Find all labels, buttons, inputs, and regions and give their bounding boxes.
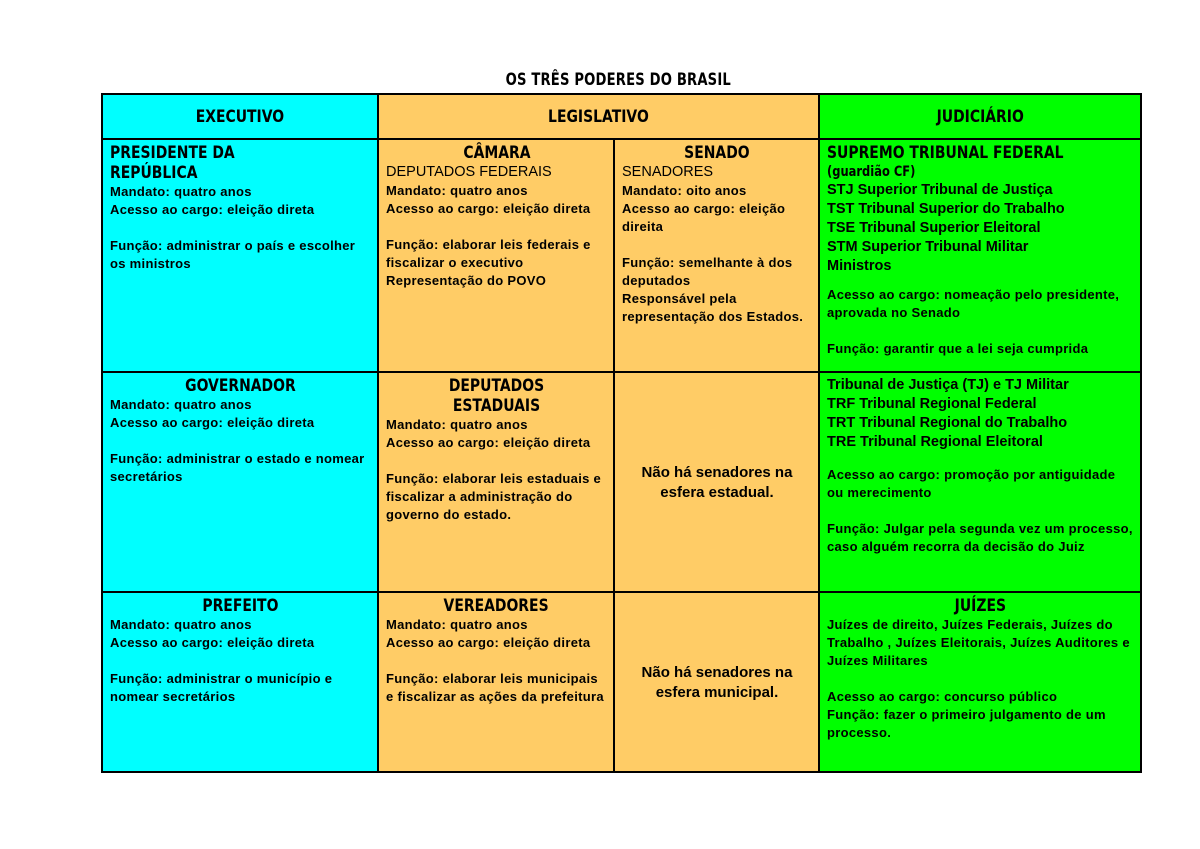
senado-mandato: Mandato: oito anos (622, 183, 747, 198)
deputados-estaduais-funcao: Função: elaborar leis estaduais e fiscalizar a administração do governo do estado. (386, 471, 602, 522)
tribunal-item: Tribunal de Justiça (TJ) e TJ Militar (827, 377, 1069, 393)
tribunal-item: TRF Tribunal Regional Federal (827, 396, 1037, 412)
camara-title: CÂMARA (462, 143, 531, 163)
header-executivo-label: EXECUTIVO (195, 106, 285, 127)
prefeito-funcao: Função: administrar o município e nomear secretários (110, 671, 333, 704)
powers-table (101, 93, 1142, 773)
camara-acesso: Acesso ao cargo: eleição direta (386, 201, 591, 216)
governador-funcao: Função: administrar o estado e nomear secretários (110, 451, 365, 484)
senado-subtitle: SENADORES (622, 164, 714, 180)
estadual-row (102, 372, 1141, 592)
vereadores-funcao: Função: elaborar leis municipais e fiscalizar as ações da prefeitura (386, 671, 604, 704)
vereadores-mandato: Mandato: quatro anos (386, 617, 528, 632)
prefeito-title: PREFEITO (202, 596, 279, 616)
deputados-estaduais-acesso: Acesso ao cargo: eleição direta (386, 435, 591, 450)
governador-mandato: Mandato: quatro anos (110, 397, 252, 412)
stf-guardiao: (guardião CF) (827, 164, 916, 180)
vereadores-acesso: Acesso ao cargo: eleição direta (386, 635, 591, 650)
juizes-cell (819, 592, 1141, 772)
header-executivo (102, 94, 378, 139)
senado-acesso: Acesso ao cargo: eleição direita (622, 201, 786, 234)
deputados-estaduais-mandato: Mandato: quatro anos (386, 417, 528, 432)
governador-title: GOVERNADOR (185, 376, 296, 396)
tribunal-item: TRT Tribunal Regional do Trabalho (827, 415, 1068, 431)
deputados-estaduais-cell (378, 372, 614, 592)
tribunal-item: TST Tribunal Superior do Trabalho (827, 201, 1065, 217)
federal-row (102, 139, 1141, 372)
senado-cell (614, 139, 819, 372)
prefeito-mandato: Mandato: quatro anos (110, 617, 252, 632)
prefeito-acesso: Acesso ao cargo: eleição direta (110, 635, 315, 650)
senado-responsavel: Responsável pela representação dos Estados. (622, 291, 804, 324)
camara-mandato: Mandato: quatro anos (386, 183, 528, 198)
senado-estadual-cell: Não há senadores na esfera estadual. (614, 372, 819, 592)
senado-funcao: Função: semelhante à dos deputados (622, 255, 793, 288)
camara-cell (378, 139, 614, 372)
senado-title: SENADO (684, 143, 750, 163)
deputados-estaduais-title: DEPUTADOS ESTADUAIS (448, 376, 545, 416)
juizes-title: JUÍZES (954, 596, 1007, 616)
header-judiciario (819, 94, 1141, 139)
governador-acesso: Acesso ao cargo: eleição direta (110, 415, 315, 430)
municipal-row (102, 592, 1141, 772)
tribunais-estaduais-acesso: Acesso ao cargo: promoção por antiguidade ou merecimento (827, 467, 1116, 500)
presidente-acesso: Acesso ao cargo: eleição direta (110, 202, 315, 217)
camara-subtitle: DEPUTADOS FEDERAIS (386, 164, 552, 180)
camara-funcao: Função: elaborar leis federais e fiscalizar o executivo (386, 237, 591, 270)
tribunal-item: TRE Tribunal Regional Eleitoral (827, 434, 1043, 450)
tribunal-item: Ministros (827, 258, 892, 274)
stf-cell (819, 139, 1141, 372)
tribunal-item: STM Superior Tribunal Militar (827, 239, 1029, 255)
header-row (102, 94, 1141, 139)
tribunais-estaduais-cell (819, 372, 1141, 592)
presidente-cell (102, 139, 378, 372)
camara-representacao: Representação do POVO (386, 273, 547, 288)
header-legislativo (378, 94, 819, 139)
juizes-acesso: Acesso ao cargo: concurso público (827, 689, 1058, 704)
prefeito-cell (102, 592, 378, 772)
presidente-mandato: Mandato: quatro anos (110, 184, 252, 199)
tribunal-item: TSE Tribunal Superior Eleitoral (827, 220, 1041, 236)
page-title: OS TRÊS PODERES DO BRASIL (505, 70, 731, 90)
vereadores-title: VEREADORES (443, 596, 550, 616)
tribunal-item: STJ Superior Tribunal de Justiça (827, 182, 1053, 198)
senado-municipal-cell: Não há senadores na esfera municipal. (614, 592, 819, 772)
presidente-funcao: Função: administrar o país e escolher os ministros (110, 238, 356, 271)
tribunais-estaduais-funcao: Função: Julgar pela segunda vez um processo, caso alguém recorra da decisão do Juiz (827, 521, 1133, 554)
stf-title: SUPREMO TRIBUNAL FEDERAL (827, 143, 1064, 163)
presidente-title: PRESIDENTE DA REPÚBLICA (110, 143, 235, 183)
header-legislativo-label: LEGISLATIVO (548, 106, 649, 127)
governador-cell (102, 372, 378, 592)
juizes-funcao: Função: fazer o primeiro julgamento de um processo. (827, 707, 1106, 740)
vereadores-cell (378, 592, 614, 772)
stf-funcao: Função: garantir que a lei seja cumprida (827, 341, 1089, 356)
stf-acesso: Acesso ao cargo: nomeação pelo presidente, aprovada no Senado (827, 287, 1120, 320)
header-judiciario-label: JUDICIÁRIO (936, 106, 1024, 127)
juizes-descricao: Juízes de direito, Juízes Federais, Juízes do Trabalho , Juízes Eleitorais, Juízes Auditores e Juízes Militares (827, 617, 1130, 668)
